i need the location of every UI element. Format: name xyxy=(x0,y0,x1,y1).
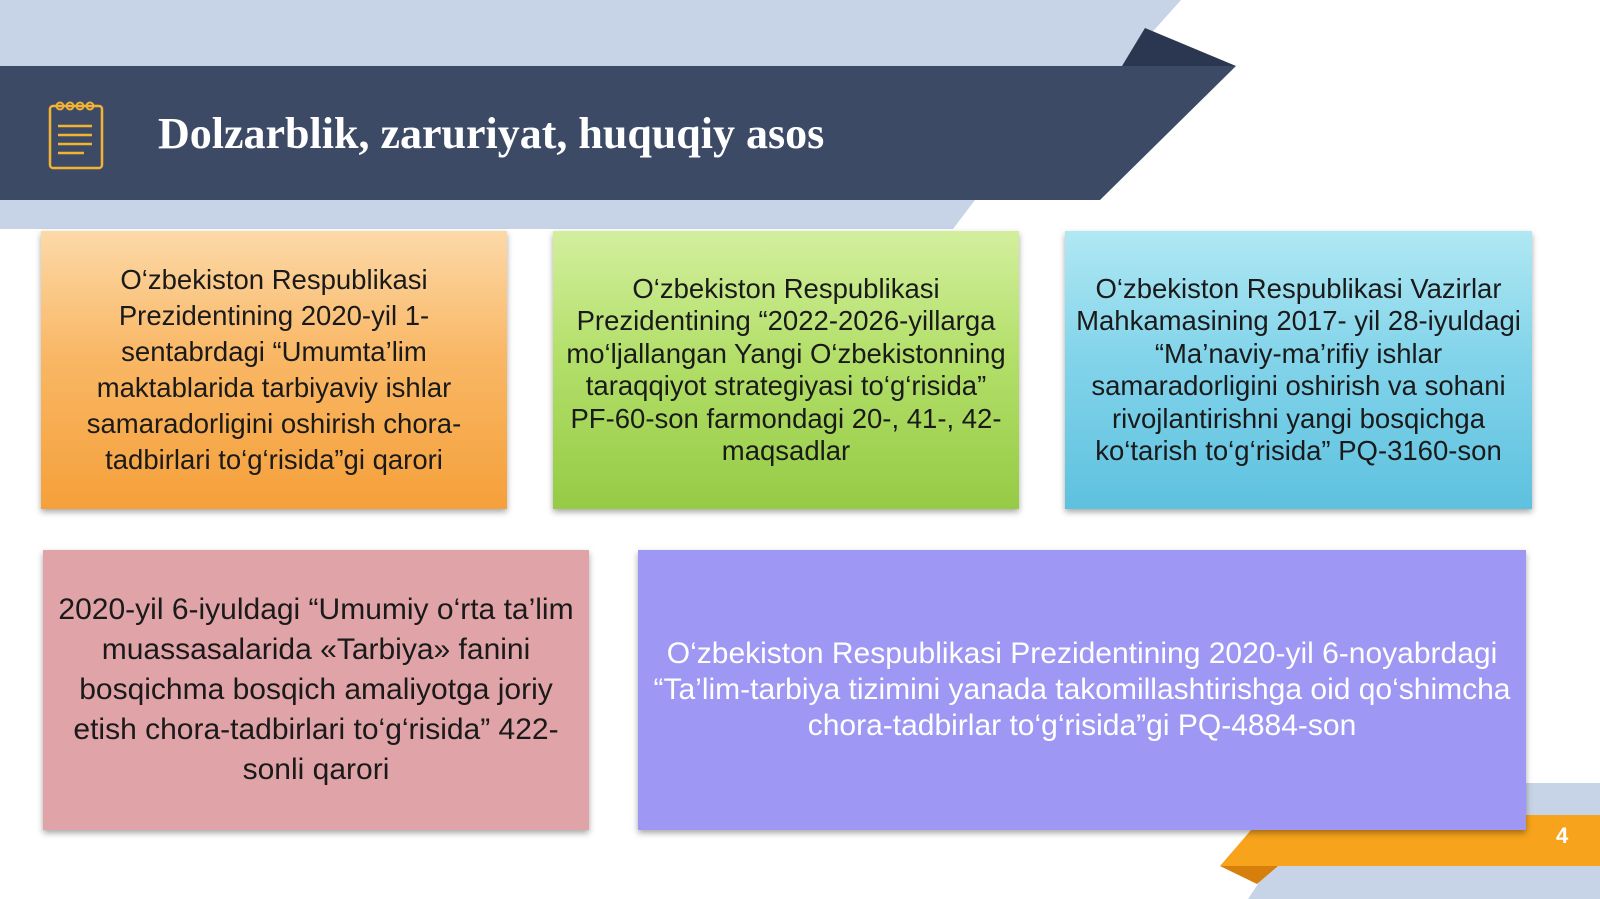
card-2-text: O‘zbekiston Respublikasi Prezidentining “2022-2026-yillarga mo‘ljallangan Yangi O‘zbekistonning taraqqiyot strategiyasi to‘g‘risida” PF-60-son farmondagi 20-, 41-, 42-maqsadlar xyxy=(566,272,1006,466)
legal-basis-card-2 xyxy=(553,231,1019,509)
top-light-band xyxy=(0,0,1181,66)
notepad-icon xyxy=(46,98,110,174)
legal-basis-card-1 xyxy=(41,231,507,509)
card-5-text: O‘zbekiston Respublikasi Prezidentining 2020-yil 6-noyabrdagi “Ta’lim-tarbiya tizimini yanada takomillashtirishga oid qo‘shimcha chora-tadbirlar to‘g‘risida”gi PQ-4884-son xyxy=(653,637,1511,742)
card-3-text: O‘zbekiston Respublikasi Vazirlar Mahkamasining 2017- yil 28-iyuldagi “Ma’naviy-ma’rifiy ishlar samaradorligini oshirish va sohani rivojlantirishni yangi bosqichga ko‘tarish to‘g‘risida” PQ-3160-son xyxy=(1076,272,1521,466)
card-1-text: O‘zbekiston Respublikasi Prezidentining 2020-yil 1-sentabrdagi “Umumta’lim maktablarida tarbiyaviy ishlar samaradorligini oshirish chora-tadbirlari to‘g‘risida”gi qarori xyxy=(86,264,462,475)
page-number: 4 xyxy=(1556,823,1569,848)
card-4-text: 2020-yil 6-iyuldagi “Umumiy o‘rta ta’lim muassasalarida «Tarbiya» fanini bosqichma bosqich amaliyotga joriy etish chora-tadbirlari to‘g‘risida” 422-sonli qarori xyxy=(58,593,574,786)
legal-basis-card-3 xyxy=(1065,231,1532,509)
legal-basis-card-4 xyxy=(43,550,589,830)
bottom-light-band-lower xyxy=(1248,866,1600,899)
header-under-band xyxy=(0,200,975,229)
bottom-light-band xyxy=(1525,783,1600,815)
legal-basis-card-5 xyxy=(638,550,1526,830)
slide-title: Dolzarblik, zaruriyat, huquqiy asos xyxy=(158,109,825,158)
